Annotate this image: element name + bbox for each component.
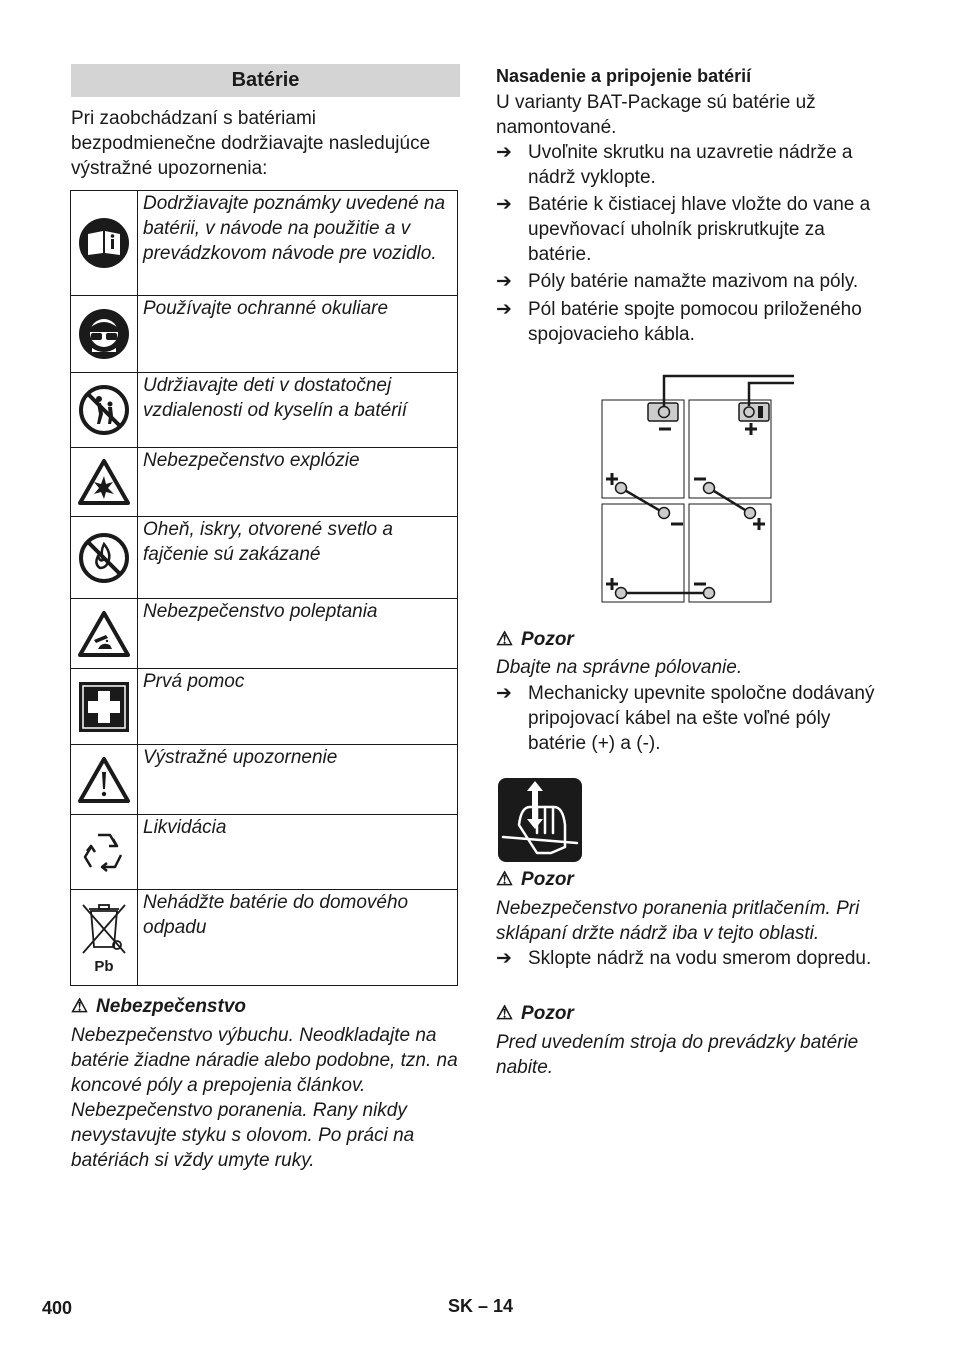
arrow-icon: ➔ (496, 948, 512, 969)
section-title: Batérie (71, 64, 460, 97)
arrow-icon: ➔ (496, 299, 512, 320)
pb-label: Pb (94, 957, 114, 975)
table-row (71, 890, 458, 986)
list-item (496, 269, 891, 294)
table-text: Dodržiavajte poznámky uvedené na batérii, v návode na použitie a v prevádzkovom návode pre vozidlo. (138, 191, 458, 296)
icon-cell (71, 669, 138, 745)
icon-cell (71, 296, 138, 373)
arrow-icon: ➔ (496, 683, 512, 704)
step-text: Uvoľnite skrutku na uzavretie nádrže a nádrž vyklopte. (528, 142, 853, 188)
table-text: Prvá pomoc (138, 669, 458, 745)
caution-text: Pred uvedením stroja do prevádzky batérie nabite. (496, 1032, 859, 1078)
step-text: Póly batérie namažte mazivom na póly. (528, 271, 859, 292)
caution-label: Pozor (521, 869, 574, 890)
danger-text: Nebezpečenstvo výbuchu. Neodkladajte na batérie žiadne náradie alebo podobne, tzn. na koncové póly a prepojenia článkov. Nebezpečenstvo poranenia. Rany nikdy nevystavujte styku s olovom. Po práci na batériách si vždy umyte ruky. (71, 1025, 458, 1171)
icon-cell (71, 517, 138, 599)
danger-heading-label: Nebezpečenstvo (96, 996, 246, 1017)
explosion-warning-icon (78, 458, 130, 506)
icon-cell (71, 815, 138, 890)
table-row (71, 373, 458, 448)
table-row (71, 296, 458, 373)
page-number: 400 (42, 1298, 73, 1318)
corrosion-warning-icon (78, 610, 130, 658)
table-text: Likvidácia (138, 815, 458, 890)
icon-cell (71, 448, 138, 517)
caution-heading (496, 628, 574, 651)
icon-cell (71, 373, 138, 448)
table-row (71, 191, 458, 296)
table-text: Používajte ochranné okuliare (138, 296, 458, 373)
step-text: Pól batérie spojte pomocou priloženého spojovacieho kábla. (528, 299, 862, 345)
intro-text: Pri zaobchádzaní s batériami bezpodmienečne dodržiavajte nasledujúce výstražné upozornenia: (71, 108, 431, 179)
caution-label: Pozor (521, 1003, 574, 1024)
table-text: Nebezpečenstvo explózie (138, 448, 458, 517)
table-row (71, 448, 458, 517)
warning-triangle-icon: ⚠ (496, 629, 514, 650)
battery-wiring-diagram (598, 372, 798, 607)
table-text: Nebezpečenstvo poleptania (138, 599, 458, 669)
step-text: Batérie k čistiacej hlave vložte do vane a upevňovací uholník priskrutkujte za batérie. (528, 194, 871, 265)
warning-triangle-icon: ⚠ (496, 1003, 514, 1024)
arrow-icon: ➔ (496, 271, 512, 292)
arrow-icon: ➔ (496, 194, 512, 215)
table-text: Výstražné upozornenie (138, 745, 458, 815)
table-text: Nehádžte batérie do domového odpadu (138, 890, 458, 986)
crossed-bin-pb-icon (77, 899, 131, 977)
first-aid-icon (78, 681, 130, 733)
hand-pinch-hazard-icon (497, 777, 583, 863)
list-item (496, 681, 891, 756)
table-row (71, 669, 458, 745)
table-text: Udržiavajte deti v dostatočnej vzdialenosti od kyselín a batérií (138, 373, 458, 448)
no-children-icon (78, 384, 130, 436)
icon-cell (71, 191, 138, 296)
icon-cell (71, 599, 138, 669)
list-item (496, 140, 891, 190)
warning-triangle-icon: ⚠ (71, 996, 89, 1017)
step-text: Mechanicky upevnite spoločne dodávaný pripojovací kábel na ešte voľné póly batérie (+) a (-). (528, 683, 875, 754)
warning-table (70, 190, 458, 986)
manual-book-icon (78, 217, 130, 269)
caution-text: Nebezpečenstvo poranenia pritlačením. Pri sklápaní držte nádrž iba v tejto oblasti. (496, 898, 860, 944)
recycling-icon (78, 827, 130, 877)
warning-triangle-icon (78, 756, 130, 804)
safety-goggles-icon (78, 308, 130, 360)
step-text: Sklopte nádrž na vodu smerom dopredu. (528, 948, 872, 969)
icon-cell (71, 890, 138, 986)
list-item (496, 297, 891, 347)
warning-triangle-icon: ⚠ (496, 869, 514, 890)
caution-text: Dbajte na správne pólovanie. (496, 657, 743, 678)
language-page-label: SK – 14 (448, 1296, 514, 1316)
caution-heading (496, 868, 574, 891)
table-row (71, 517, 458, 599)
caution-heading (496, 1002, 574, 1025)
table-row (71, 599, 458, 669)
caution-label: Pozor (521, 629, 574, 650)
list-item (496, 946, 891, 971)
arrow-icon: ➔ (496, 142, 512, 163)
right-heading: Nasadenie a pripojenie batérií (496, 66, 752, 86)
right-intro: U varianty BAT-Package sú batérie už namontované. (496, 92, 816, 138)
battery-cell (602, 504, 684, 602)
icon-cell (71, 745, 138, 815)
no-fire-smoking-icon (78, 532, 130, 584)
list-item (496, 192, 891, 267)
table-row (71, 745, 458, 815)
table-text: Oheň, iskry, otvorené svetlo a fajčenie sú zakázané (138, 517, 458, 599)
table-row (71, 815, 458, 890)
danger-heading (71, 995, 246, 1018)
